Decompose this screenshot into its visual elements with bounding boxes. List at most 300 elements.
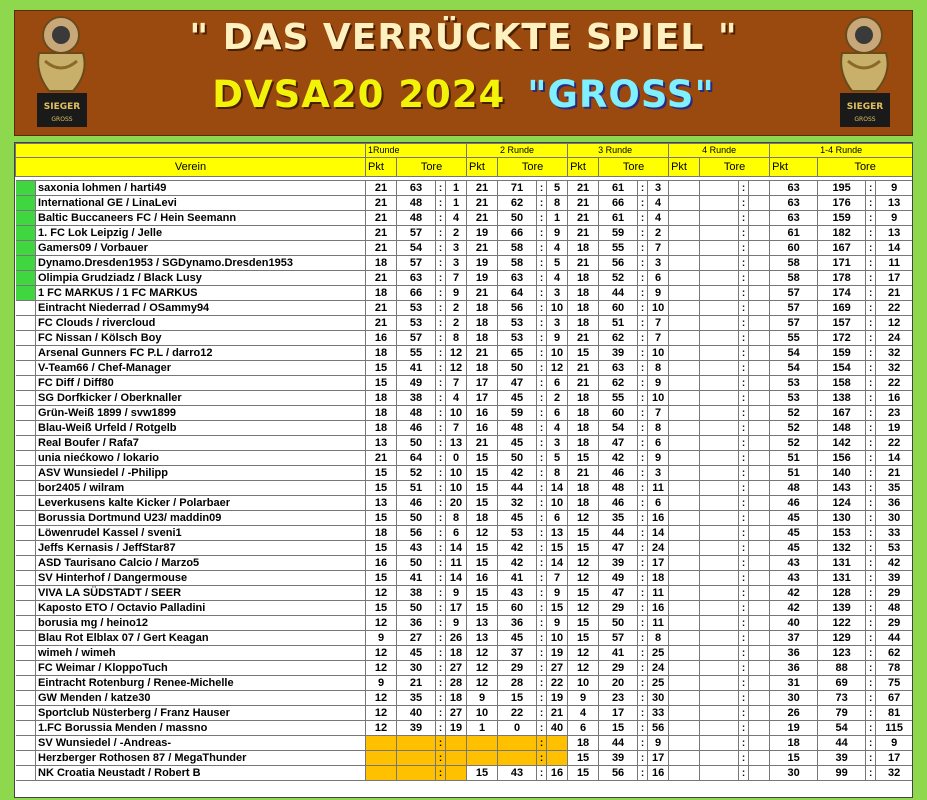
round-pkt-cell [669, 556, 700, 571]
team-name: Real Boufer / Rafa7 [36, 436, 366, 451]
team-name: wimeh / wimeh [36, 646, 366, 661]
goal-separator: : [739, 451, 749, 466]
round-pkt-cell [669, 541, 700, 556]
round-pkt-cell: 21 [366, 196, 397, 211]
table-row [16, 646, 913, 661]
total-goals-against-cell: 13 [876, 196, 913, 211]
team-name: FC Weimar / KloppoTuch [36, 661, 366, 676]
total-goals-for-cell: 148 [818, 421, 866, 436]
team-name: Sportclub Nüsterberg / Franz Hauser [36, 706, 366, 721]
round-header: 4 Runde [669, 144, 770, 158]
total-pkt-cell: 48 [770, 481, 818, 496]
goal-separator: : [739, 631, 749, 646]
goals-against-cell: 14 [547, 556, 568, 571]
table-row [16, 691, 913, 706]
goals-for-cell [700, 466, 739, 481]
goals-against-cell [749, 406, 770, 421]
round-pkt-cell: 21 [366, 451, 397, 466]
total-goals-against-cell: 19 [876, 421, 913, 436]
goals-for-cell: 36 [498, 616, 537, 631]
total-goals-against-cell: 17 [876, 271, 913, 286]
goals-for-cell [700, 241, 739, 256]
round-pkt-cell: 21 [467, 241, 498, 256]
goal-separator: : [866, 361, 876, 376]
goal-separator: : [866, 631, 876, 646]
goal-separator: : [866, 271, 876, 286]
goals-against-cell: 11 [648, 481, 669, 496]
total-goals-against-cell: 14 [876, 451, 913, 466]
goals-for-cell: 50 [498, 211, 537, 226]
goals-against-cell: 26 [446, 631, 467, 646]
total-goals-for-cell: 142 [818, 436, 866, 451]
round-pkt-cell: 9 [568, 691, 599, 706]
goals-for-cell: 46 [599, 496, 638, 511]
total-goals-for-cell: 176 [818, 196, 866, 211]
tore-header: Tore [818, 158, 913, 177]
goal-separator: : [436, 586, 446, 601]
goals-against-cell: 3 [547, 286, 568, 301]
goal-separator: : [739, 721, 749, 736]
goals-for-cell [700, 601, 739, 616]
table-row [16, 736, 913, 751]
goals-for-cell: 0 [498, 721, 537, 736]
goals-against-cell: 9 [547, 616, 568, 631]
goal-separator: : [739, 331, 749, 346]
goals-against-cell [749, 646, 770, 661]
goals-against-cell: 9 [648, 376, 669, 391]
row-marker [16, 376, 36, 391]
goals-against-cell [749, 181, 770, 196]
round-pkt-cell: 16 [366, 331, 397, 346]
total-pkt-cell: 42 [770, 586, 818, 601]
row-marker [16, 211, 36, 226]
row-marker [16, 316, 36, 331]
row-marker [16, 361, 36, 376]
total-pkt-cell: 52 [770, 436, 818, 451]
total-pkt-cell: 53 [770, 391, 818, 406]
total-goals-for-cell: 158 [818, 376, 866, 391]
round-pkt-cell: 21 [568, 331, 599, 346]
row-marker [16, 556, 36, 571]
round-pkt-cell: 12 [568, 556, 599, 571]
goals-against-cell: 10 [446, 406, 467, 421]
goal-separator: : [638, 376, 648, 391]
goals-against-cell [749, 766, 770, 781]
goals-against-cell: 9 [446, 286, 467, 301]
row-marker [16, 421, 36, 436]
goal-separator: : [866, 406, 876, 421]
total-goals-against-cell: 23 [876, 406, 913, 421]
goals-against-cell [749, 316, 770, 331]
goal-separator: : [866, 181, 876, 196]
goal-separator: : [866, 661, 876, 676]
total-goals-against-cell: 16 [876, 391, 913, 406]
total-goals-for-cell: 139 [818, 601, 866, 616]
round-pkt-cell: 15 [366, 601, 397, 616]
goals-for-cell: 54 [397, 241, 436, 256]
goals-for-cell [700, 496, 739, 511]
goals-for-cell: 44 [599, 286, 638, 301]
round-pkt-cell [669, 376, 700, 391]
goal-separator: : [739, 766, 749, 781]
goal-separator: : [638, 691, 648, 706]
goal-separator: : [638, 616, 648, 631]
goals-against-cell: 6 [648, 496, 669, 511]
round-pkt-cell: 12 [366, 646, 397, 661]
goal-separator: : [739, 526, 749, 541]
total-goals-against-cell: 115 [876, 721, 913, 736]
goals-against-cell: 19 [547, 691, 568, 706]
round-pkt-cell: 15 [568, 751, 599, 766]
goal-separator: : [638, 361, 648, 376]
team-name: SG Dorfkicker / Oberknaller [36, 391, 366, 406]
goals-for-cell: 32 [498, 496, 537, 511]
team-name: saxonia lohmen / harti49 [36, 181, 366, 196]
goal-separator: : [436, 451, 446, 466]
team-name: Eintracht Rotenburg / Renee-Michelle [36, 676, 366, 691]
total-goals-for-cell: 123 [818, 646, 866, 661]
goals-against-cell: 9 [648, 451, 669, 466]
round-pkt-cell: 21 [467, 346, 498, 361]
round-pkt-cell [669, 481, 700, 496]
goal-separator: : [638, 466, 648, 481]
goals-against-cell: 9 [648, 736, 669, 751]
round-pkt-cell: 15 [568, 451, 599, 466]
team-name: 1. FC Lok Leipzig / Jelle [36, 226, 366, 241]
team-name: VIVA LA SÜDSTADT / SEER [36, 586, 366, 601]
total-pkt-cell: 61 [770, 226, 818, 241]
total-goals-for-cell: 159 [818, 346, 866, 361]
goals-for-cell [700, 511, 739, 526]
goal-separator: : [866, 451, 876, 466]
round-pkt-cell: 12 [467, 526, 498, 541]
table-row [16, 376, 913, 391]
goal-separator: : [866, 211, 876, 226]
goals-for-cell: 42 [599, 451, 638, 466]
goals-for-cell [700, 391, 739, 406]
table-row [16, 241, 913, 256]
goal-separator: : [638, 181, 648, 196]
team-name: Blau Rot Elblax 07 / Gert Keagan [36, 631, 366, 646]
table-row [16, 421, 913, 436]
round-pkt-cell: 4 [568, 706, 599, 721]
goals-for-cell [397, 751, 436, 766]
team-name: FC Clouds / rivercloud [36, 316, 366, 331]
goals-for-cell: 45 [498, 631, 537, 646]
verein-header: Verein [16, 158, 366, 177]
goal-separator: : [866, 541, 876, 556]
goal-separator: : [739, 316, 749, 331]
goals-against-cell: 13 [446, 436, 467, 451]
goal-separator: : [638, 391, 648, 406]
goals-against-cell: 18 [446, 691, 467, 706]
goals-for-cell [700, 631, 739, 646]
team-name: SV Hinterhof / Dangermouse [36, 571, 366, 586]
goals-for-cell: 63 [397, 181, 436, 196]
row-marker [16, 271, 36, 286]
goal-separator: : [436, 676, 446, 691]
goals-for-cell: 56 [397, 526, 436, 541]
goals-for-cell: 17 [599, 706, 638, 721]
total-goals-against-cell: 44 [876, 631, 913, 646]
goal-separator: : [866, 331, 876, 346]
goal-separator: : [866, 706, 876, 721]
team-name: ASV Wunsiedel / -Philipp [36, 466, 366, 481]
goal-separator: : [739, 346, 749, 361]
round-pkt-cell [669, 406, 700, 421]
goals-for-cell [700, 691, 739, 706]
total-goals-for-cell: 129 [818, 631, 866, 646]
goal-separator: : [537, 391, 547, 406]
row-marker [16, 286, 36, 301]
total-goals-for-cell: 153 [818, 526, 866, 541]
round-pkt-cell [669, 511, 700, 526]
goal-separator: : [537, 286, 547, 301]
total-goals-against-cell: 67 [876, 691, 913, 706]
round-pkt-cell: 21 [366, 181, 397, 196]
tore-header: Tore [700, 158, 770, 177]
goal-separator: : [436, 361, 446, 376]
goals-for-cell: 57 [397, 256, 436, 271]
total-pkt-cell: 51 [770, 451, 818, 466]
goal-separator: : [436, 226, 446, 241]
round-pkt-cell: 18 [366, 346, 397, 361]
round-pkt-cell [669, 241, 700, 256]
goal-separator: : [638, 586, 648, 601]
goal-separator: : [537, 241, 547, 256]
table-row [16, 481, 913, 496]
total-pkt-cell: 55 [770, 331, 818, 346]
round-pkt-cell [669, 571, 700, 586]
goals-against-cell: 14 [547, 481, 568, 496]
goals-for-cell [700, 616, 739, 631]
goals-for-cell: 53 [397, 316, 436, 331]
goal-separator: : [866, 376, 876, 391]
goals-for-cell: 39 [599, 346, 638, 361]
goals-for-cell: 30 [397, 661, 436, 676]
round-pkt-cell [669, 331, 700, 346]
total-goals-for-cell: 131 [818, 571, 866, 586]
goal-separator: : [866, 691, 876, 706]
goal-separator: : [436, 376, 446, 391]
goal-separator: : [436, 241, 446, 256]
total-goals-against-cell: 78 [876, 661, 913, 676]
round-pkt-cell [669, 691, 700, 706]
round-pkt-cell: 12 [366, 706, 397, 721]
goals-against-cell: 14 [446, 541, 467, 556]
goal-separator: : [436, 421, 446, 436]
goals-for-cell [700, 226, 739, 241]
goal-separator: : [866, 346, 876, 361]
goals-against-cell [749, 541, 770, 556]
goals-for-cell: 38 [397, 391, 436, 406]
team-name: 1 FC MARKUS / 1 FC MARKUS [36, 286, 366, 301]
goal-separator: : [537, 721, 547, 736]
table-row [16, 661, 913, 676]
row-marker [16, 346, 36, 361]
total-goals-for-cell: 79 [818, 706, 866, 721]
goals-for-cell: 29 [498, 661, 537, 676]
goal-separator: : [436, 496, 446, 511]
goal-separator: : [537, 481, 547, 496]
goals-against-cell: 20 [446, 496, 467, 511]
total-pkt-cell: 37 [770, 631, 818, 646]
goal-separator: : [436, 721, 446, 736]
goals-against-cell [749, 706, 770, 721]
total-goals-against-cell: 62 [876, 646, 913, 661]
total-pkt-cell: 46 [770, 496, 818, 511]
round-pkt-cell [669, 346, 700, 361]
round-pkt-cell: 17 [467, 391, 498, 406]
goals-against-cell: 10 [648, 346, 669, 361]
goal-separator: : [638, 271, 648, 286]
goal-separator: : [537, 601, 547, 616]
goals-against-cell: 17 [648, 556, 669, 571]
total-pkt-cell: 42 [770, 601, 818, 616]
team-name: Gamers09 / Vorbauer [36, 241, 366, 256]
total-goals-for-cell: 154 [818, 361, 866, 376]
team-name: Jeffs Kernasis / JeffStar87 [36, 541, 366, 556]
total-goals-for-cell: 44 [818, 736, 866, 751]
round-pkt-cell: 12 [366, 661, 397, 676]
goal-separator: : [638, 721, 648, 736]
page-subtitle [15, 73, 912, 116]
tore-header: Tore [397, 158, 467, 177]
goal-separator: : [436, 646, 446, 661]
round-pkt-cell: 19 [467, 256, 498, 271]
goals-for-cell: 50 [498, 451, 537, 466]
goals-against-cell: 9 [648, 286, 669, 301]
goals-for-cell: 62 [498, 196, 537, 211]
round-pkt-cell: 12 [568, 601, 599, 616]
table-row [16, 751, 913, 766]
goal-separator: : [638, 601, 648, 616]
table-row [16, 541, 913, 556]
round-pkt-cell: 12 [366, 616, 397, 631]
goal-separator: : [638, 481, 648, 496]
round-pkt-cell: 15 [467, 451, 498, 466]
round-pkt-cell: 18 [366, 391, 397, 406]
goals-for-cell [700, 646, 739, 661]
round-pkt-cell: 18 [568, 286, 599, 301]
goals-against-cell: 21 [547, 706, 568, 721]
round-pkt-cell: 18 [568, 496, 599, 511]
round-pkt-cell [366, 751, 397, 766]
goals-for-cell: 44 [599, 526, 638, 541]
goals-for-cell: 66 [498, 226, 537, 241]
round-pkt-cell: 18 [366, 526, 397, 541]
round-pkt-cell [669, 766, 700, 781]
goals-for-cell: 47 [599, 586, 638, 601]
goals-against-cell [749, 271, 770, 286]
goal-separator: : [638, 256, 648, 271]
goal-separator: : [638, 706, 648, 721]
table-row [16, 256, 913, 271]
goal-separator: : [638, 421, 648, 436]
goals-for-cell: 66 [397, 286, 436, 301]
round-pkt-cell [669, 676, 700, 691]
total-goals-for-cell: 88 [818, 661, 866, 676]
total-goals-against-cell: 29 [876, 616, 913, 631]
team-name: SV Wunsiedel / -Andreas- [36, 736, 366, 751]
goal-separator: : [638, 736, 648, 751]
round-pkt-cell: 21 [568, 361, 599, 376]
total-goals-for-cell: 130 [818, 511, 866, 526]
team-name: bor2405 / wilram [36, 481, 366, 496]
goals-for-cell: 40 [397, 706, 436, 721]
goals-for-cell: 59 [498, 406, 537, 421]
goal-separator: : [739, 361, 749, 376]
goals-against-cell [749, 256, 770, 271]
round-pkt-cell: 18 [467, 331, 498, 346]
trophy-sublabel: GROSS [854, 116, 876, 123]
round-pkt-cell: 21 [568, 256, 599, 271]
goal-separator: : [537, 316, 547, 331]
table-row [16, 631, 913, 646]
goals-for-cell: 27 [397, 631, 436, 646]
goals-for-cell: 55 [599, 391, 638, 406]
round-pkt-cell [669, 211, 700, 226]
goals-for-cell: 56 [599, 766, 638, 781]
round-pkt-cell: 13 [467, 631, 498, 646]
goal-separator: : [739, 466, 749, 481]
goal-separator: : [537, 421, 547, 436]
goal-separator: : [537, 661, 547, 676]
goals-for-cell: 51 [599, 316, 638, 331]
table-row [16, 556, 913, 571]
total-goals-for-cell: 138 [818, 391, 866, 406]
total-goals-against-cell: 13 [876, 226, 913, 241]
goals-for-cell [700, 736, 739, 751]
goals-against-cell: 22 [547, 676, 568, 691]
goal-separator: : [739, 421, 749, 436]
round-pkt-cell: 16 [467, 571, 498, 586]
team-name: Borussia Dortmund U23/ maddin09 [36, 511, 366, 526]
goal-separator: : [537, 556, 547, 571]
goals-for-cell: 71 [498, 181, 537, 196]
goals-for-cell [700, 706, 739, 721]
goal-separator: : [537, 196, 547, 211]
row-marker [16, 436, 36, 451]
goals-against-cell: 9 [547, 226, 568, 241]
goals-for-cell: 35 [397, 691, 436, 706]
goals-against-cell [749, 211, 770, 226]
goal-separator: : [638, 436, 648, 451]
goals-for-cell: 23 [599, 691, 638, 706]
round-pkt-cell: 18 [467, 301, 498, 316]
goals-against-cell: 12 [446, 346, 467, 361]
goals-against-cell [749, 361, 770, 376]
goal-separator: : [436, 616, 446, 631]
goals-against-cell: 24 [648, 661, 669, 676]
goals-against-cell: 10 [648, 301, 669, 316]
goal-separator: : [866, 436, 876, 451]
goals-for-cell: 41 [498, 571, 537, 586]
goals-against-cell: 3 [446, 241, 467, 256]
goals-for-cell [700, 421, 739, 436]
goals-against-cell: 10 [446, 481, 467, 496]
goals-for-cell [700, 481, 739, 496]
round-pkt-cell: 18 [568, 436, 599, 451]
goals-against-cell [749, 391, 770, 406]
goal-separator: : [739, 496, 749, 511]
goals-against-cell: 7 [446, 271, 467, 286]
goals-for-cell: 45 [397, 646, 436, 661]
total-goals-against-cell: 53 [876, 541, 913, 556]
round-header: 1-4 Runde [770, 144, 913, 158]
goal-separator: : [537, 511, 547, 526]
goals-against-cell: 3 [648, 466, 669, 481]
